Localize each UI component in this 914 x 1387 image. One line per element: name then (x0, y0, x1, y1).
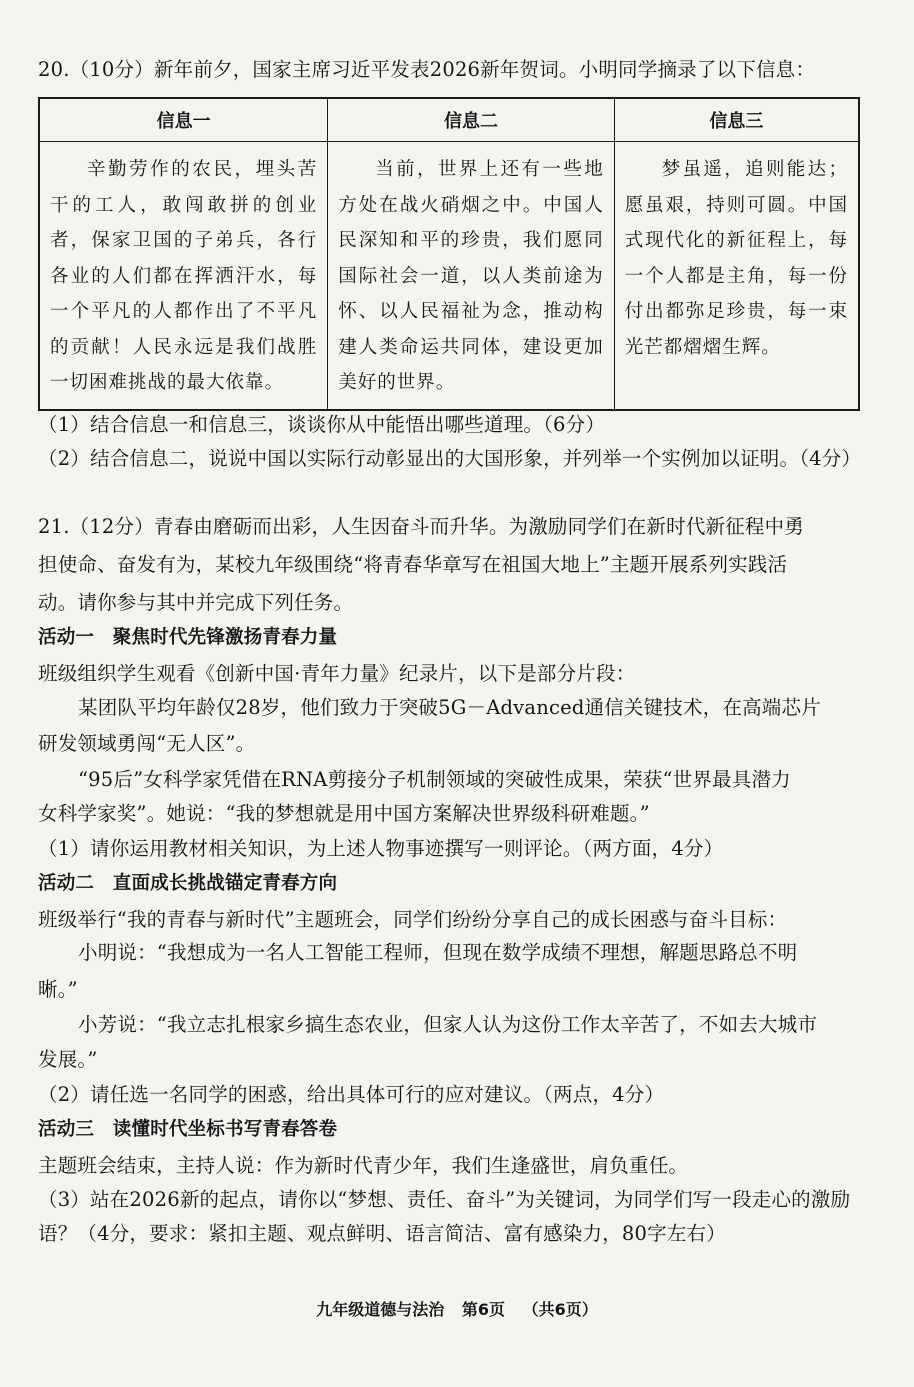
activity-3-question-line-1: （3）站在2026新的起点，请你以“梦想、责任、奋斗”为关键词，为同学们写一段走心的激励 (38, 1188, 851, 1211)
info-header-2: 信息二 (328, 98, 614, 142)
activity-3-text: 主题班会结束，主持人说：作为新时代青少年，我们生逢盛世，肩负重任。 (38, 1154, 689, 1177)
page-footer (0, 1297, 914, 1320)
info-table-header-row (39, 98, 859, 142)
q20-intro: 20.（10分）新年前夕，国家主席习近平发表2026新年贺词。小明同学摘录了以下信息： (38, 58, 816, 81)
activity-1-excerpt-1-line-1: 某团队平均年龄仅28岁，他们致力于突破5G－Advanced通信关键技术，在高端芯片 (78, 696, 821, 719)
activity-1-question: （1）请你运用教材相关知识，为上述人物事迹撰写一则评论。（两方面，4分） (38, 837, 724, 860)
footer-page-number: 第6页 (461, 1300, 505, 1319)
activity-1-title: 活动一 聚焦时代先锋激扬青春力量 (38, 627, 338, 648)
activity-2-quote-1-line-1: 小明说：“我想成为一名人工智能工程师，但现在数学成绩不理想，解题思路总不明 (78, 941, 798, 964)
q21-intro-line-2: 担使命、奋发有为，某校九年级围绕“将青春华章写在祖国大地上”主题开展系列实践活 (38, 553, 788, 576)
activity-2-title: 活动二 直面成长挑战锚定青春方向 (38, 873, 338, 894)
info-cell-3: 梦虽遥，追则能达；愿虽艰，持则可圆。中国式现代化的新征程上，每一个人都是主角，每一份付出都弥足珍贵，每一束光芒都熠熠生辉。 (614, 142, 859, 410)
activity-2-text: 班级举行“我的青春与新时代”主题班会，同学们纷纷分享自己的成长困惑与奋斗目标： (38, 908, 788, 931)
activity-1-text: 班级组织学生观看《创新中国·青年力量》纪录片，以下是部分片段： (38, 662, 636, 685)
activity-1-excerpt-2-line-2: 女科学家奖”。她说：“我的梦想就是用中国方案解决世界级科研难题。” (38, 802, 650, 825)
q20-sub2: （2）结合信息二，说说中国以实际行动彰显出的大国形象，并列举一个实例加以证明。（4分） (38, 447, 862, 470)
footer-subject: 九年级道德与法治 (316, 1300, 445, 1319)
info-cell-2: 当前，世界上还有一些地方处在战火硝烟之中。中国人民深知和平的珍贵，我们愿同国际社会一道，以人类前途为怀、以人民福祉为念，推动构建人类命运共同体，建设更加美好的世界。 (328, 142, 614, 410)
activity-2-question: （2）请任选一名同学的困惑，给出具体可行的应对建议。（两点，4分） (38, 1083, 665, 1106)
info-header-3: 信息三 (614, 98, 859, 142)
footer-total-pages: （共6页） (522, 1300, 598, 1319)
info-table (38, 97, 860, 411)
info-header-1: 信息一 (39, 98, 328, 142)
q21-intro-line-3: 动。请你参与其中并完成下列任务。 (38, 591, 354, 614)
q21-intro-line-1: 21.（12分）青春由磨砺而出彩，人生因奋斗而升华。为激励同学们在新时代新征程中勇 (38, 515, 805, 538)
activity-2-quote-2-line-2: 发展。” (38, 1048, 98, 1071)
activity-2-quote-2-line-1: 小芳说：“我立志扎根家乡搞生态农业，但家人认为这份工作太辛苦了，不如去大城市 (78, 1013, 818, 1036)
info-cell-1: 辛勤劳作的农民，埋头苦干的工人，敢闯敢拼的创业者，保家卫国的子弟兵，各行各业的人们都在挥洒汗水，每一个平凡的人都作出了不平凡的贡献！人民永远是我们战胜一切困难挑战的最大依靠。 (39, 142, 328, 410)
activity-2-quote-1-line-2: 晰。” (38, 978, 78, 1001)
activity-3-title: 活动三 读懂时代坐标书写青春答卷 (38, 1119, 338, 1140)
activity-1-excerpt-1-line-2: 研发领域勇闯“无人区”。 (38, 732, 256, 755)
activity-1-excerpt-2-line-1: “95后”女科学家凭借在RNA剪接分子机制领域的突破性成果，荣获“世界最具潜力 (78, 768, 791, 791)
activity-3-question-line-2: 语？（4分，要求：紧扣主题、观点鲜明、语言简洁、富有感染力，80字左右） (38, 1222, 726, 1245)
info-table-body-row (39, 142, 859, 410)
q20-sub1: （1）结合信息一和信息三，谈谈你从中能悟出哪些道理。（6分） (38, 413, 606, 436)
